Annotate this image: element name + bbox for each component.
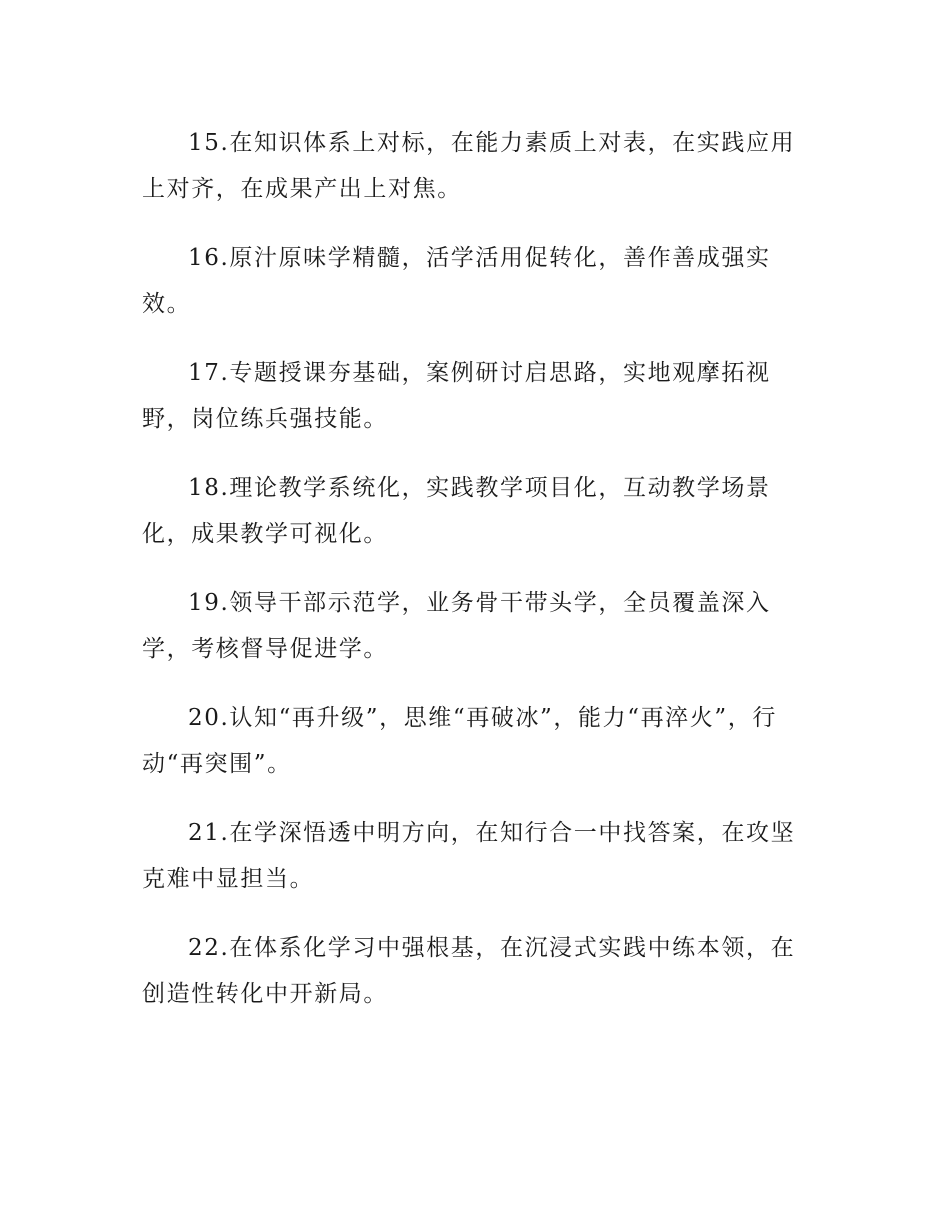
paragraph-16: 16.原汁原味学精髓，活学活用促转化，善作善成强实效。 — [142, 245, 771, 317]
paragraph-19: 19.领导干部示范学，业务骨干带头学，全员覆盖深入学，考核督导促进学。 — [142, 590, 771, 662]
paragraph-22: 22.在体系化学习中强根基，在沉浸式实践中练本领，在创造性转化中开新局。 — [142, 935, 796, 1007]
paragraph-15: 15.在知识体系上对标，在能力素质上对表，在实践应用上对齐，在成果产出上对焦。 — [142, 130, 796, 202]
paragraph-20: 20.认知“再升级”，思维“再破冰”，能力“再淬火”，行动“再突围”。 — [142, 705, 777, 777]
paragraph-21: 21.在学深悟透中明方向，在知行合一中找答案，在攻坚克难中显担当。 — [142, 820, 796, 892]
paragraph-17: 17.专题授课夯基础，案例研讨启思路，实地观摩拓视野，岗位练兵强技能。 — [142, 360, 771, 432]
paragraph-18: 18.理论教学系统化，实践教学项目化，互动教学场景化，成果教学可视化。 — [142, 475, 771, 547]
